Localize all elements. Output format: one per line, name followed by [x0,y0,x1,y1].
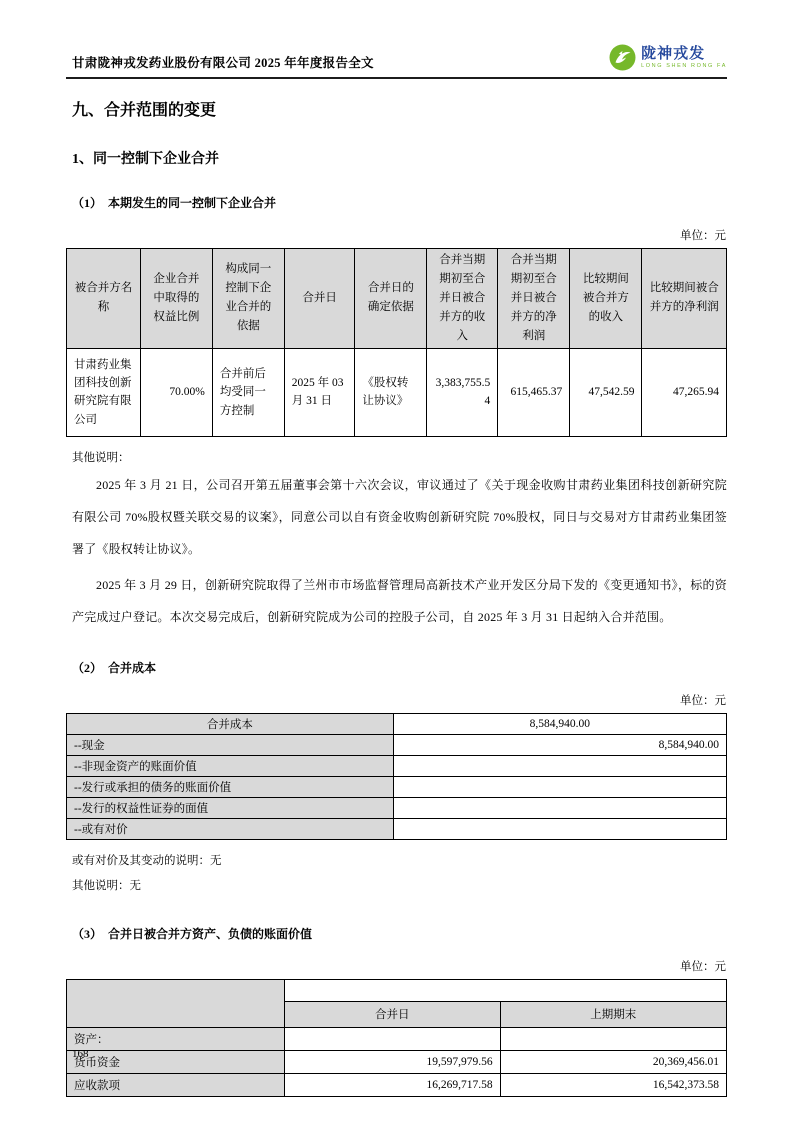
table-row [67,1050,727,1073]
table-row [67,979,727,1001]
row-label: 货币资金 [67,1050,285,1073]
spacer-cell [284,979,726,1001]
company-logo [609,44,727,71]
table-row [67,755,727,776]
table-header-row [67,249,727,349]
prior-profit: 47,265.94 [642,348,727,436]
table-row [67,797,727,818]
table-row [67,348,727,436]
cost-label: --非现金资产的账面价值 [67,755,394,776]
unit-label-1: 单位：元 [680,230,726,242]
header-cell: 合并日的确定依据 [355,249,427,349]
other-notes-label: 其他说明： [72,451,130,464]
header-cell: 构成同一控制下企业合并的依据 [212,249,284,349]
cost-label: --发行或承担的债务的账面价值 [67,776,394,797]
header-cell-prior-period-end: 上期期末 [500,1001,726,1027]
table-row [67,713,727,734]
row-label: 应收款项 [67,1073,285,1096]
header-cell: 比较期间被合并方的收入 [570,249,642,349]
unit-label-3: 单位：元 [680,960,726,973]
cost-label: 合并成本 [67,713,394,734]
profit-to-date: 615,465.37 [498,348,570,436]
cost-label: --或有对价 [67,818,394,839]
cost-value [393,776,726,797]
header-cell: 合并日 [284,249,355,349]
table-row [67,776,727,797]
cost-value [393,818,726,839]
header-cell-combination-date: 合并日 [284,1001,500,1027]
revenue-to-date: 3,383,755.54 [427,348,498,436]
table-row [67,1073,727,1096]
merged-party-name: 甘肃药业集团科技创新研究院有限公司 [67,348,141,436]
contingent-consideration-note: 或有对价及其变动的说明：无 [72,854,222,867]
combination-cost-table [66,713,727,840]
page-number: 168 [72,1048,89,1060]
table-row [67,1027,727,1050]
row-value: 16,542,373.58 [500,1073,726,1096]
table-row [67,818,727,839]
cost-value: 8,584,940.00 [393,713,726,734]
date-basis: 《股权转让协议》 [355,348,427,436]
header-cell: 合并当期期初至合并日被合并方的收入 [427,249,498,349]
table-row [67,734,727,755]
logo-text [641,46,727,69]
other-note: 其他说明：无 [72,879,141,892]
page-header [66,0,727,79]
row-label: 资产： [67,1027,285,1050]
combination-basis: 合并前后均受同一方控制 [212,348,284,436]
section-title: 九、合并范围的变更 [72,102,217,119]
row-value [500,1027,726,1050]
note-paragraph-2: 2025 年 3 月 29 日，创新研究院取得了兰州市市场监督管理局高新技术产业开发区分局下发的《变更通知书》，标的资产完成过户登记。本次交易完成后，创新研究院成为公司的控股子公司，自 2025 年 3 月 31 日起纳入合并范围。 [72,577,727,624]
clause-3-title: （3） 合并日被合并方资产、负债的账面价值 [72,926,313,941]
prior-revenue: 47,542.59 [570,348,642,436]
logo-company-name: 陇神戎发 [641,45,706,62]
row-value: 19,597,979.56 [284,1050,500,1073]
row-value [284,1027,500,1050]
unit-label-2: 单位：元 [680,694,726,707]
assets-liabilities-table [66,979,727,1097]
header-cell: 被合并方名称 [67,249,141,349]
equity-ratio: 70.00% [140,348,212,436]
header-cell: 企业合并中取得的权益比例 [140,249,212,349]
header-cell: 合并当期期初至合并日被合并方的净利润 [498,249,570,349]
cost-label: --现金 [67,734,394,755]
logo-subtitle: LONG SHEN RONG FA [641,62,727,69]
header-cell: 比较期间被合并方的净利润 [642,249,727,349]
notes-block [66,849,727,899]
row-value: 20,369,456.01 [500,1050,726,1073]
business-combination-table [66,248,727,437]
combination-date: 2025 年 03 月 31 日 [284,348,355,436]
report-title: 甘肃陇神戎发药业股份有限公司 2025 年年度报告全文 [72,56,374,70]
corner-cell [67,979,285,1027]
company-logo-icon [609,44,636,71]
cost-value [393,797,726,818]
subsection-title: 1、同一控制下企业合并 [72,152,219,167]
clause-2-title: （2） 合并成本 [72,660,157,675]
note-paragraph-1: 2025 年 3 月 21 日，公司召开第五届董事会第十六次会议，审议通过了《关于现金收购甘肃药业集团科技创新研究院有限公司 70%股权暨关联交易的议案》，同意公司以自有资金收购创新研究院 70%股权，同日与交易对方甘肃药业集团签署了《股权转让协议》。 [72,477,727,556]
cost-value: 8,584,940.00 [393,734,726,755]
cost-label: --发行的权益性证券的面值 [67,797,394,818]
cost-value [393,755,726,776]
row-value: 16,269,717.58 [284,1073,500,1096]
clause-1-title: （1） 本期发生的同一控制下企业合并 [72,196,277,210]
